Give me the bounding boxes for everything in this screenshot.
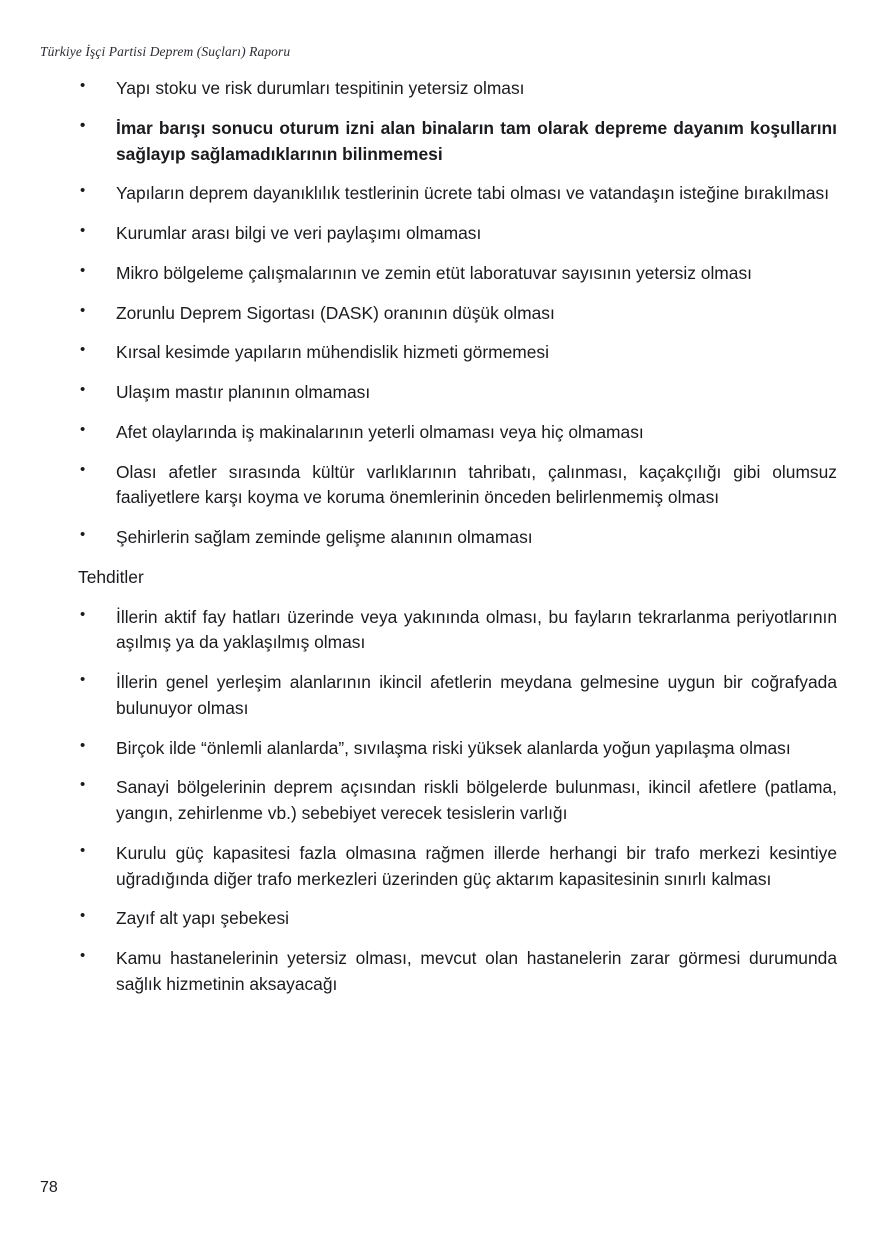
list-item: • Zorunlu Deprem Sigortası (DASK) oranının düşük olması — [40, 301, 837, 327]
list-item: • Zayıf alt yapı şebekesi — [40, 906, 837, 932]
list-item: • İmar barışı sonucu oturum izni alan binaların tam olarak depreme dayanım koşullarını sağlayıp sağlamadıklarının bilinmemesi — [40, 116, 837, 168]
running-header: Türkiye İşçi Partisi Deprem (Suçları) Raporu — [40, 44, 291, 59]
list-item: • Ulaşım mastır planının olmaması — [40, 380, 837, 406]
bullet-list-weaknesses — [40, 76, 837, 551]
page-content — [40, 76, 837, 1012]
list-item: • Kurumlar arası bilgi ve veri paylaşımı olmaması — [40, 221, 837, 247]
list-item: • Mikro bölgeleme çalışmalarının ve zemin etüt laboratuvar sayısının yetersiz olması — [40, 261, 837, 287]
list-item: • Birçok ilde “önlemli alanlarda”, sıvılaşma riski yüksek alanlarda yoğun yapılaşma olması — [40, 736, 837, 762]
list-item: • İllerin aktif fay hatları üzerinde veya yakınında olması, bu fayların tekrarlanma periyotlarının aşılmış ya da yaklaşılmış olması — [40, 605, 837, 657]
page-number: 78 — [40, 1179, 58, 1196]
list-item: • Olası afetler sırasında kültür varlıklarının tahribatı, çalınması, kaçakçılığı gibi olumsuz faaliyetlere karşı koyma ve koruma önemlerinin önceden belirlenmemiş olması — [40, 460, 837, 512]
list-item: • İllerin genel yerleşim alanlarının ikincil afetlerin meydana gelmesine uygun bir coğrafyada bulunuyor olması — [40, 670, 837, 722]
section-heading-threats: Tehditler — [78, 566, 144, 587]
list-item: • Şehirlerin sağlam zeminde gelişme alanının olmaması — [40, 525, 837, 551]
list-item: • Kurulu güç kapasitesi fazla olmasına rağmen illerde herhangi bir trafo merkezi kesintiye uğradığında diğer trafo merkezleri üzerinden güç aktarım kapasitesinin sınırlı kalması — [40, 841, 837, 893]
list-item: • Yapı stoku ve risk durumları tespitinin yetersiz olması — [40, 76, 837, 102]
list-item: • Kırsal kesimde yapıların mühendislik hizmeti görmemesi — [40, 340, 837, 366]
list-item: • Sanayi bölgelerinin deprem açısından riskli bölgelerde bulunması, ikincil afetlere (patlama, yangın, zehirlenme vb.) sebebiyet verecek tesislerin varlığı — [40, 775, 837, 827]
bullet-list-threats — [40, 605, 837, 998]
list-item: • Afet olaylarında iş makinalarının yeterli olmaması veya hiç olmaması — [40, 420, 837, 446]
list-item: • Kamu hastanelerinin yetersiz olması, mevcut olan hastanelerin zarar görmesi durumunda sağlık hizmetinin aksayacağı — [40, 946, 837, 998]
list-item: • Yapıların deprem dayanıklılık testlerinin ücrete tabi olması ve vatandaşın isteğine bırakılması — [40, 181, 837, 207]
